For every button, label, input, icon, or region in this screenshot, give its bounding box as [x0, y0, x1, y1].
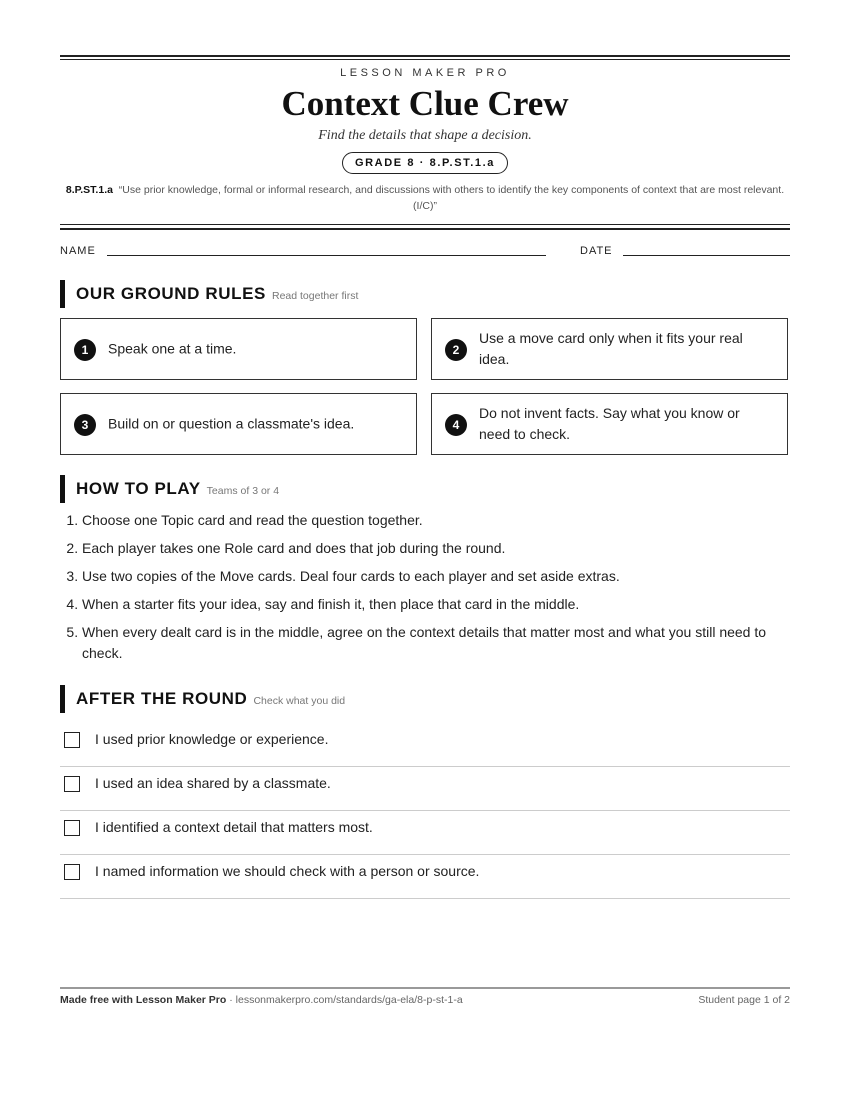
play-step: 5. When every dealt card is in the middle, agree on the context details that matter most and what you still need to check. [82, 622, 790, 664]
footer [60, 994, 790, 1006]
play-step: 3. Use two copies of the Move cards. Deal four cards to each player and set aside extras. [82, 566, 790, 587]
section-bar [60, 280, 65, 308]
section-after-round [60, 685, 790, 713]
rule-text: Speak one at a time. [108, 340, 237, 357]
section-bar [60, 685, 65, 713]
section-heading: AFTER THE ROUND [76, 689, 248, 708]
header-rule [60, 224, 790, 225]
checklist-item [60, 722, 790, 767]
name-label: NAME [60, 245, 96, 257]
date-field[interactable] [623, 255, 790, 256]
rule-number-badge: 2 [445, 339, 467, 361]
ground-rule-card [431, 318, 788, 380]
standard-code: 8.P.ST.1.a [65, 184, 113, 196]
checkbox[interactable] [64, 864, 80, 880]
header-rule-thick [60, 228, 790, 230]
rule-text: Do not invent facts. Say what you know or need to check. [479, 405, 740, 442]
section-bar [60, 475, 65, 503]
page-title: Context Clue Crew [281, 84, 569, 123]
checklist-text: I used prior knowledge or experience. [95, 731, 329, 747]
standard-description [60, 182, 790, 214]
checklist-text: I used an idea shared by a classmate. [95, 775, 331, 791]
top-rule [60, 55, 790, 57]
checkbox[interactable] [64, 820, 80, 836]
play-step: 1. Choose one Topic card and read the question together. [82, 510, 790, 531]
ground-rule-card [60, 318, 417, 380]
rule-text: Build on or question a classmate's idea. [108, 415, 355, 432]
checklist-text: I identified a context detail that matters most. [95, 819, 373, 835]
checklist-text: I named information we should check with a person or source. [95, 863, 480, 879]
page-subtitle: Find the details that shape a decision. [318, 128, 532, 143]
section-heading: HOW TO PLAY [76, 479, 201, 498]
section-note: Teams of 3 or 4 [206, 485, 280, 497]
footer-credit: Made free with Lesson Maker Pro [60, 994, 227, 1006]
section-note: Read together first [272, 290, 359, 302]
brand-label: LESSON MAKER PRO [340, 67, 510, 79]
footer-rule [60, 987, 790, 989]
standard-text: “Use prior knowledge, formal or informal research, and discussions with others to identify the key components of context that are most relevant. (I/C)” [118, 184, 785, 212]
page-number: Student page 1 of 2 [698, 994, 790, 1006]
name-field[interactable] [107, 255, 546, 256]
section-note: Check what you did [253, 695, 346, 707]
checkbox[interactable] [64, 732, 80, 748]
play-step: 4. When a starter fits your idea, say and finish it, then place that card in the middle. [82, 594, 790, 615]
grade-badge: GRADE 8 · 8.P.ST.1.a [342, 152, 508, 174]
checklist-item [60, 810, 790, 855]
footer-url[interactable]: · lessonmakerpro.com/standards/ga-ela/8-p-st-1-a [226, 994, 463, 1006]
rule-number-badge: 4 [445, 414, 467, 436]
checkbox[interactable] [64, 776, 80, 792]
play-steps-list [60, 510, 790, 671]
top-rule-thin [60, 59, 790, 60]
section-how-to-play [60, 475, 790, 503]
rule-number-badge: 3 [74, 414, 96, 436]
section-heading: OUR GROUND RULES [76, 284, 266, 303]
worksheet-page [60, 0, 790, 1100]
date-label: DATE [580, 245, 613, 257]
name-date-row [60, 245, 790, 259]
rule-number-badge: 1 [74, 339, 96, 361]
play-step: 2. Each player takes one Role card and does that job during the round. [82, 538, 790, 559]
ground-rule-card [60, 393, 417, 455]
section-ground-rules [60, 280, 790, 308]
rule-text: Use a move card only when it fits your real idea. [479, 330, 743, 367]
checklist-item [60, 854, 790, 899]
checklist-item [60, 766, 790, 811]
ground-rule-card [431, 393, 788, 455]
